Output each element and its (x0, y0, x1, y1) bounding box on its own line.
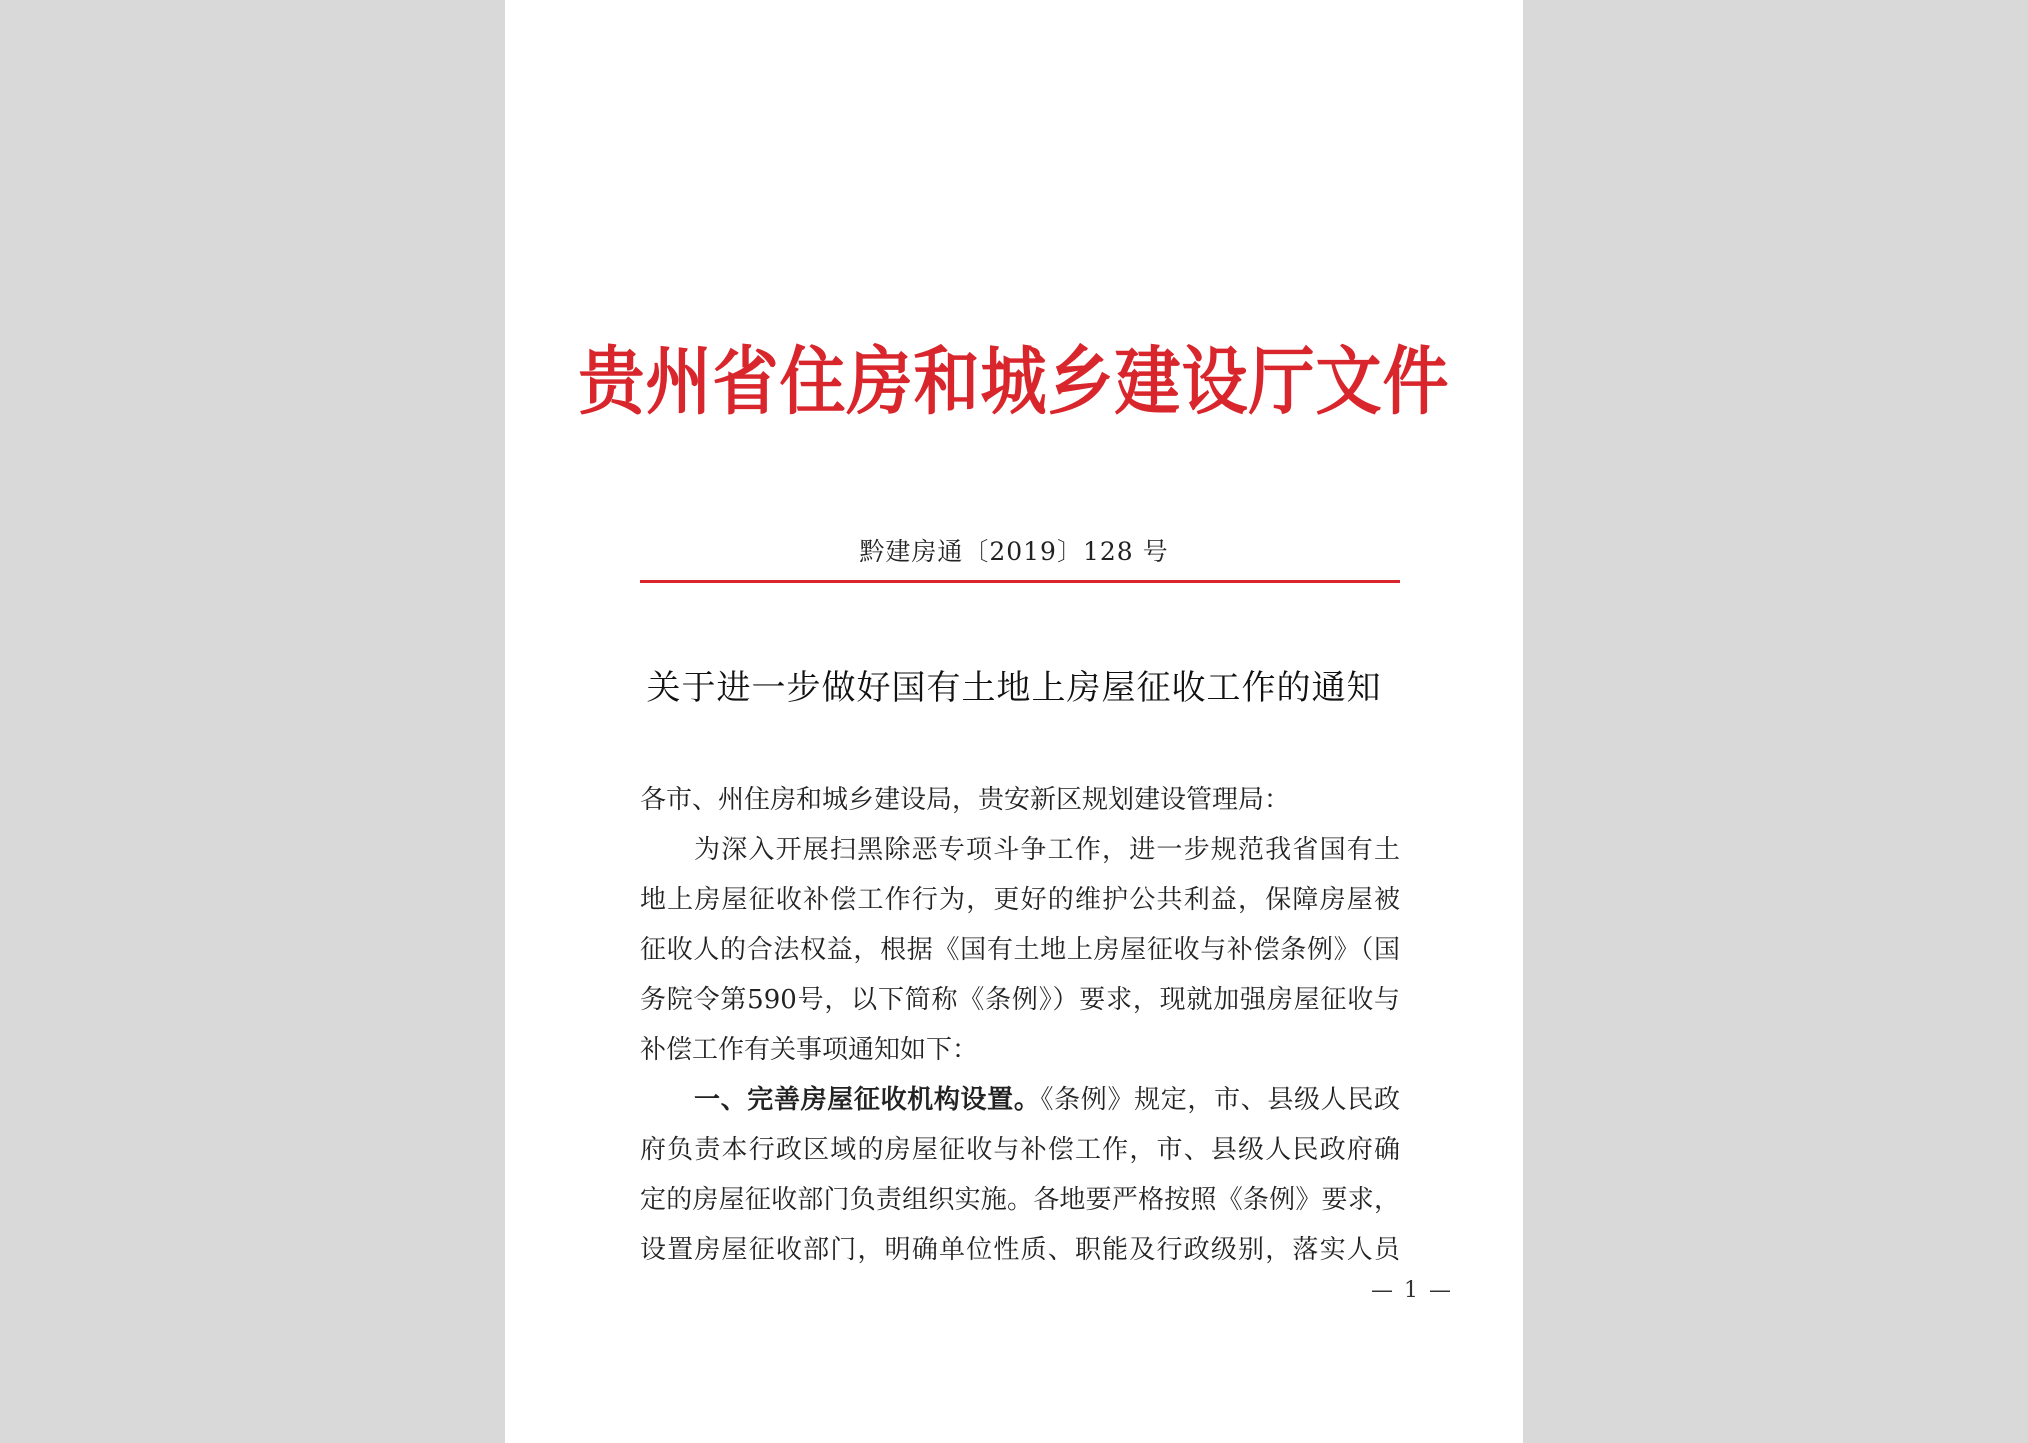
page-number: — 1 — (1371, 1278, 1453, 1303)
document-number: 黔建房通〔2019〕128 号 (859, 537, 1169, 566)
paragraph-line: 补偿工作有关事项通知如下： (640, 1035, 979, 1065)
section-one-heading: 一、完善房屋征收机构设置。 (694, 1085, 1041, 1115)
section-one-line (640, 1075, 1400, 1125)
masthead-title: 贵州省住房和城乡建设厅文件 (578, 338, 1450, 426)
paragraph-line: 府负责本行政区域的房屋征收与补偿工作，市、县级人民政府确 (640, 1135, 1400, 1165)
red-divider (640, 580, 1400, 583)
paragraph-line: 设置房屋征收部门，明确单位性质、职能及行政级别，落实人员 (640, 1235, 1400, 1265)
body-text (640, 775, 1400, 1275)
document-page (505, 0, 1523, 1443)
paragraph-line: 为深入开展扫黑除恶专项斗争工作，进一步规范我省国有土 (694, 835, 1400, 865)
paragraph-line: 定的房屋征收部门负责组织实施。各地要严格按照《条例》要求， (640, 1185, 1400, 1215)
paragraph-line: 务院令第590号，以下简称《条例》）要求，现就加强房屋征收与 (640, 985, 1400, 1015)
paragraph-line: 地上房屋征收补偿工作行为，更好的维护公共利益，保障房屋被 (640, 885, 1400, 915)
paragraph-line: 征收人的合法权益，根据《国有土地上房屋征收与补偿条例》（国 (640, 935, 1400, 965)
notice-title: 关于进一步做好国有土地上房屋征收工作的通知 (646, 668, 1382, 708)
section-one-text: 《条例》规定，市、县级人民政 (1040, 1085, 1400, 1115)
greeting-line: 各市、州住房和城乡建设局，贵安新区规划建设管理局： (640, 785, 1291, 815)
